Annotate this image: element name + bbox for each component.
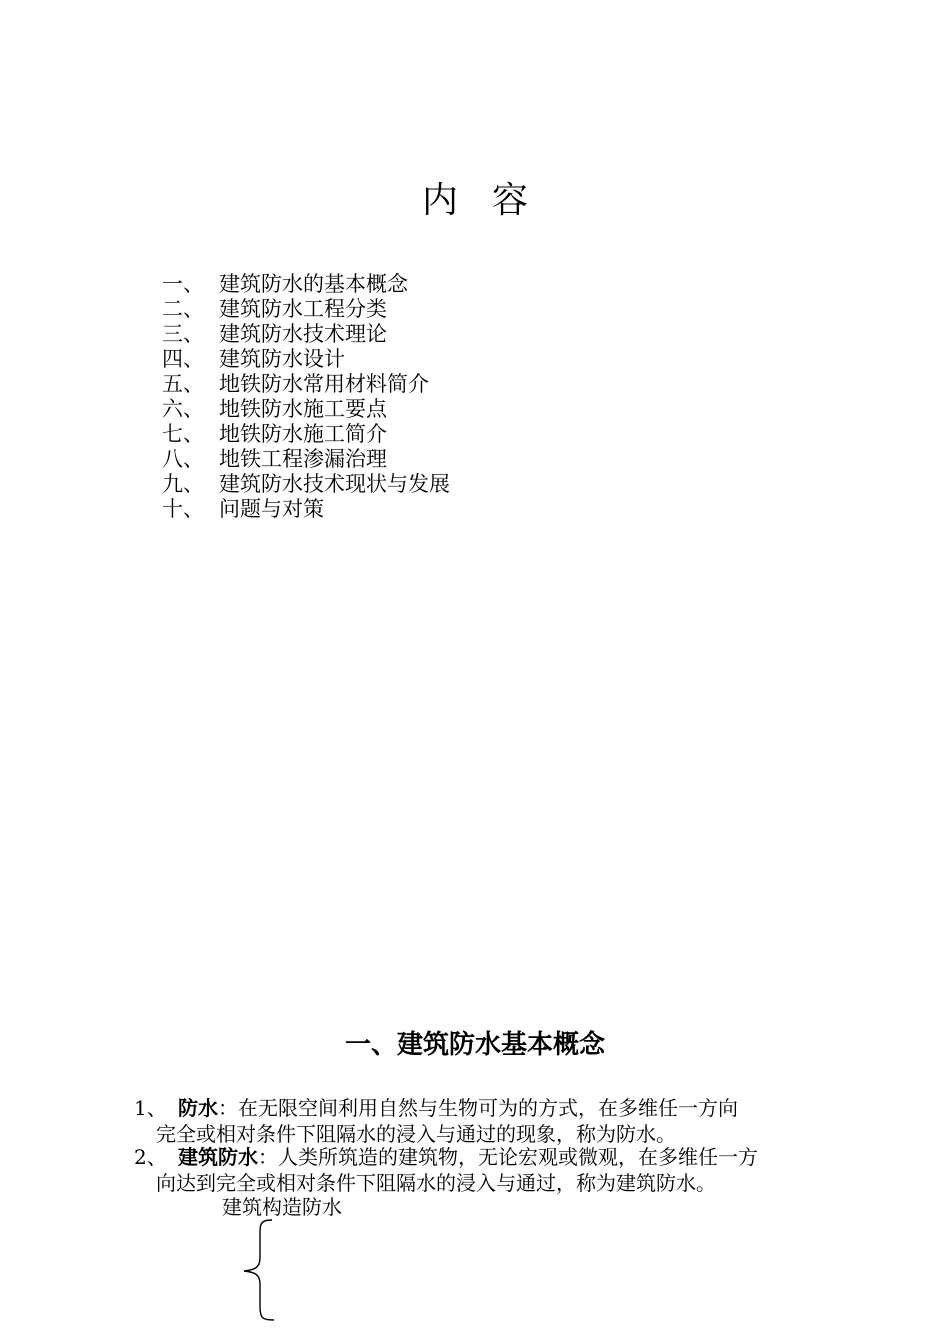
toc-item [162,397,450,422]
toc-item-number: 九、 [162,472,204,496]
definition-item [134,1095,814,1147]
toc-item-label: 问题与对策 [219,497,324,521]
toc-item [162,497,450,522]
toc-item-number: 三、 [162,322,204,346]
table-of-contents [162,272,450,522]
section-title: 一、建筑防水基本概念 [344,1030,605,1060]
toc-item-number: 四、 [162,347,204,371]
toc-item-label: 建筑防水技术现状与发展 [219,472,450,496]
toc-item-label: 建筑防水的基本概念 [219,272,408,296]
definition-number: 1、 [134,1096,167,1120]
toc-item-number: 七、 [162,422,204,446]
toc-item [162,422,450,447]
toc-item-label: 建筑防水工程分类 [219,297,387,321]
page-title: 内容 [421,180,562,221]
definition-term: 建筑防水 [178,1145,258,1169]
definition-text: ：人类所筑造的建筑物，无论宏观或微观，在多维任一方 [258,1145,758,1169]
definition-item [134,1144,814,1196]
toc-item-label: 建筑防水技术理论 [219,322,387,346]
toc-item [162,447,450,472]
toc-item-number: 一、 [162,272,204,296]
curly-brace-icon [240,1218,280,1322]
definition-line [134,1095,814,1121]
toc-item [162,297,450,322]
toc-item [162,347,450,372]
definition-term: 防水 [178,1096,218,1120]
definition-number: 2、 [134,1145,167,1169]
toc-item-number: 八、 [162,447,204,471]
definition-text: ：在无限空间利用自然与生物可为的方式，在多维任一方向 [218,1096,738,1120]
toc-item [162,322,450,347]
definition-continuation: 向达到完全或相对条件下阻隔水的浸入与通过，称为建筑防水。 [156,1171,716,1195]
toc-item-number: 十、 [162,497,204,521]
toc-item-label: 地铁防水常用材料简介 [219,372,429,396]
toc-item [162,272,450,297]
construct-label: 建筑构造防水 [222,1195,342,1219]
toc-item-label: 地铁防水施工简介 [219,422,387,446]
toc-item [162,472,450,497]
definition-continuation: 完全或相对条件下阻隔水的浸入与通过的现象，称为防水。 [156,1122,676,1146]
toc-item [162,372,450,397]
toc-item-number: 六、 [162,397,204,421]
toc-item-number: 五、 [162,372,204,396]
toc-item-number: 二、 [162,297,204,321]
definition-line [134,1144,814,1170]
toc-item-label: 建筑防水设计 [219,347,345,371]
toc-item-label: 地铁工程渗漏治理 [219,447,387,471]
toc-item-label: 地铁防水施工要点 [219,397,387,421]
